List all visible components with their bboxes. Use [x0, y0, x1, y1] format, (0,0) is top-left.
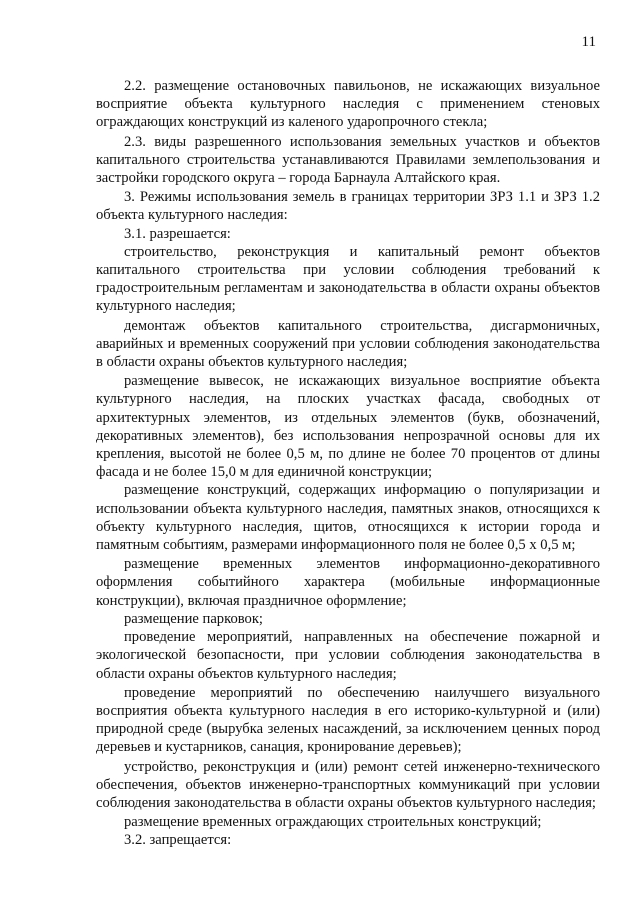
paragraph-2-2: 2.2. размещение остановочных павильонов, не искажающих визуальное восприятие объекта культурного наследия с применением стеновых ограждающих конструкций из каленого ударопрочного стекла; [96, 78, 600, 131]
paragraph-3-1-heading: 3.1. разрешается: [124, 225, 231, 242]
paragraph-info-structures: размещение конструкций, содержащих информацию о популяризации и использовании объекта культурного наследия, памятных знаков, относящихся к объекту культурного наследия, щитов, относящихся к истории города и памятным событиям, размерами информационного поля не более 0,5 х 0,5 м; [96, 482, 600, 554]
paragraph-signage: размещение вывесок, не искажающих визуальное восприятие объекта культурного наследия, на плоских участках фасада, свободных от архитектурных элементов, из отдельных элементов (букв, обозначений, декоративных элементов), без использования непрозрачной основы для их крепления, высотой не более 0,5 м, по длине не более 70 процентов от длины фасада и не более 15,0 м для единичной конструкции; [96, 373, 600, 481]
paragraph-3-2-heading: 3.2. запрещается: [124, 832, 232, 849]
paragraph-construction: строительство, реконструкция и капитальный ремонт объектов капитального строительства при условии соблюдения требований к градостроительным регламентам и законодательства в области охраны объектов культурного наследия; [96, 243, 600, 315]
paragraph-temporary-decor: размещение временных элементов информационно-декоративного оформления событийного характера (мобильные информационные конструкции), включая праздничное оформление; [96, 556, 600, 609]
paragraph-utility-networks: устройство, реконструкция и (или) ремонт сетей инженерно-технического обеспечения, объектов инженерно-транспортных коммуникаций при условии соблюдения законодательства в области охраны объектов культурного наследия; [96, 758, 600, 811]
paragraph-3: 3. Режимы использования земель в границах территории ЗРЗ 1.1 и ЗРЗ 1.2 объекта культурного наследия: [96, 189, 600, 224]
paragraph-visual-perception: проведение мероприятий по обеспечению наилучшего визуального восприятия объекта культурного наследия в его историко-культурной и (или) природной среде (вырубка зеленых насаждений, за исключением ценных пород деревьев и кустарников, санация, кронирование деревьев); [96, 684, 600, 756]
paragraph-parking: размещение парковок; [124, 610, 263, 627]
paragraph-2-3: 2.3. виды разрешенного использования земельных участков и объектов капитального строительства устанавливаются Правилами землепользования и застройки городского округа – города Барнаула Алтайского края. [96, 133, 600, 187]
paragraph-demolition: демонтаж объектов капитального строительства, дисгармоничных, аварийных и временных сооружений при условии соблюдения законодательства в области охраны объектов культурного наследия; [96, 317, 600, 371]
paragraph-temporary-fencing: размещение временных ограждающих строительных конструкций; [124, 814, 542, 831]
page-number: 11 [581, 34, 596, 50]
paragraph-safety: проведение мероприятий, направленных на обеспечение пожарной и экологической безопасности, при условии соблюдения законодательства в области охраны объектов культурного наследия; [96, 629, 600, 682]
document-body [96, 77, 600, 850]
